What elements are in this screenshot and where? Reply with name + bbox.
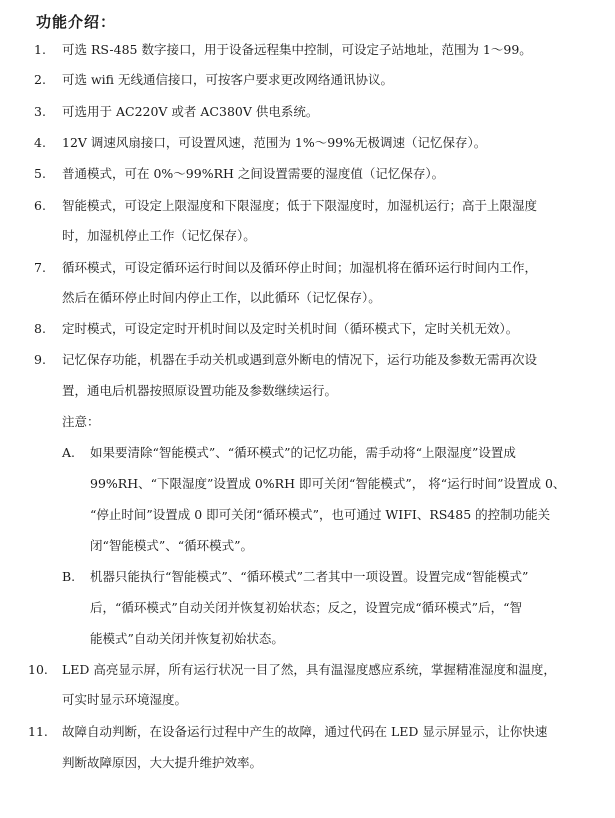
item-text-line: 判断故障原因，大大提升维护效率。 [62,755,263,770]
item-text-line: 循环模式，可设定循环运行时间以及循环停止时间；加湿机将在循环运行时间内工作， [62,260,538,275]
item-number: 7. [34,260,46,275]
item-text-line: 定时模式，可设定定时开机时间以及定时关机时间（循环模式下，定时关机无效）。 [62,321,519,336]
item-text-line: 普通模式，可在 0%～99%RH 之间设置需要的湿度值（记忆保存）。 [62,166,445,181]
note-text-line: 后，“循环模式”自动关闭并恢复初始状态；反之，设置完成“循环模式”后，“智 [90,600,522,615]
note-text-line: 99%RH、“下限湿度”设置成 0%RH 即可关闭“智能模式”， 将“运行时间”设置成 0、 [90,476,566,491]
item-number: 11. [28,724,48,739]
item-text-line: 智能模式，可设定上限湿度和下限湿度；低于下限湿度时，加湿机运行；高于上限湿度 [62,198,538,213]
item-number: 3. [34,104,46,119]
item-number: 2. [34,72,46,87]
note-letter: B. [62,569,76,584]
note-text-line: 如果要清除“智能模式”、“循环模式”的记忆功能，需手动将“上限湿度”设置成 [90,445,516,460]
item-number: 9. [34,352,46,367]
item-text-line: 记忆保存功能，机器在手动关机或遇到意外断电的情况下，运行功能及参数无需再次设 [62,352,538,367]
item-text-line: 可选 wifi 无线通信接口，可按客户要求更改网络通讯协议。 [62,72,393,87]
item-number: 1. [34,42,46,57]
item-number: 8. [34,321,46,336]
item-text-line: 可选用于 AC220V 或者 AC380V 供电系统。 [62,104,319,119]
note-text-line: 闭“智能模式”、“循环模式”。 [90,538,254,553]
item-text-line: 置，通电后机器按照原设置功能及参数继续运行。 [62,383,338,398]
item-text-line: 12V 调速风扇接口，可设置风速，范围为 1%～99%无极调速（记忆保存）。 [62,135,487,150]
item-number: 4. [34,135,46,150]
item-text-line: LED 高亮显示屏，所有运行状况一目了然，具有温湿度感应系统，掌握精准湿度和温度， [62,662,556,677]
note-text-line: 能模式”自动关闭并恢复初始状态。 [90,631,284,646]
page-title: 功能介绍： [36,13,117,31]
item-text-line: 然后在循环停止时间内停止工作，以此循环（记忆保存）。 [62,290,381,305]
item-number: 5. [34,166,46,181]
item-text-line: 时，加湿机停止工作（记忆保存）。 [62,228,256,243]
item-number: 6. [34,198,46,213]
note-text-line: 机器只能执行“智能模式”、“循环模式”二者其中一项设置。设置完成“智能模式” [90,569,529,584]
note-letter: A. [62,445,76,460]
note-text-line: “停止时间”设置成 0 即可关闭“循环模式”，也可通过 WIFI、RS485 的控制功能关 [90,507,551,522]
item-text-line: 可选 RS-485 数字接口，用于设备远程集中控制，可设定子站地址，范围为 1～99。 [62,42,532,57]
item-text-line: 可实时显示环境湿度。 [62,692,188,707]
item-text-line: 故障自动判断，在设备运行过程中产生的故障，通过代码在 LED 显示屏显示，让你快速 [62,724,548,739]
note-label: 注意： [62,414,100,429]
item-number: 10. [28,662,48,677]
